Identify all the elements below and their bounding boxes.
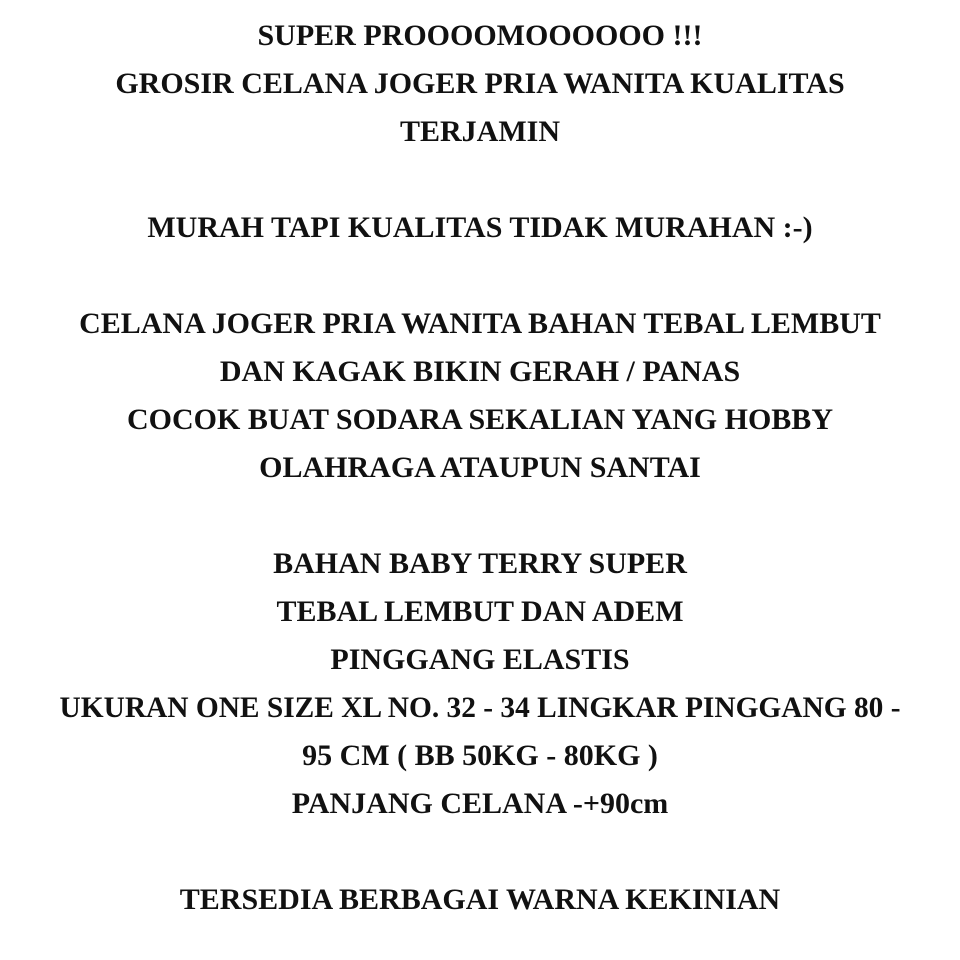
tagline: MURAH TAPI KUALITAS TIDAK MURAHAN :-) xyxy=(147,211,813,244)
spacer xyxy=(0,492,960,540)
spacer xyxy=(0,828,960,876)
size-line-2: 95 CM ( BB 50KG - 80KG ) xyxy=(302,739,658,772)
size-line-1: UKURAN ONE SIZE XL NO. 32 - 34 LINGKAR PINGGANG 80 - xyxy=(59,692,901,724)
description-line-2: DAN KAGAK BIKIN GERAH / PANAS xyxy=(219,355,741,388)
length-line: PANJANG CELANA -+90cm xyxy=(291,787,669,820)
wholesale-line-1: GROSIR CELANA JOGER PRIA WANITA KUALITAS xyxy=(115,67,845,100)
colors-line: TERSEDIA BERBAGAI WARNA KEKINIAN xyxy=(179,883,781,916)
waist-line: PINGGANG ELASTIS xyxy=(330,643,630,676)
material-line-2: TEBAL LEMBUT DAN ADEM xyxy=(276,595,684,628)
spacer xyxy=(0,252,960,300)
description-line-3: COCOK BUAT SODARA SEKALIAN YANG HOBBY xyxy=(127,403,833,436)
spacer xyxy=(0,156,960,204)
description-line-4: OLAHRAGA ATAUPUN SANTAI xyxy=(259,451,701,484)
wholesale-line-2: TERJAMIN xyxy=(399,115,560,148)
description-line-1: CELANA JOGER PRIA WANITA BAHAN TEBAL LEMBUT xyxy=(79,307,881,340)
material-line-1: BAHAN BABY TERRY SUPER xyxy=(273,547,687,580)
promo-headline: SUPER PROOOOMOOOOOO !!! xyxy=(257,19,703,52)
